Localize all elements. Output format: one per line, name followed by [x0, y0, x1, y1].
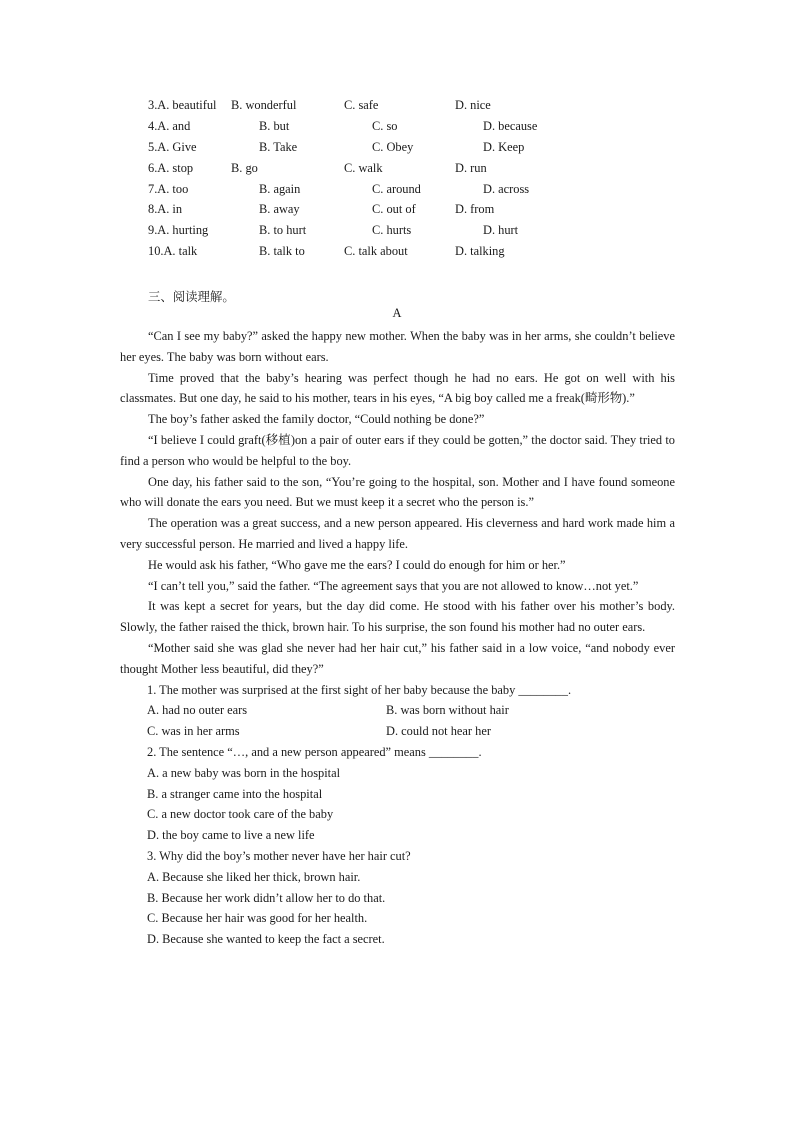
- option-d: D. hurt: [483, 223, 519, 237]
- passage-paragraph: He would ask his father, “Who gave me the ears? I could do enough for him or her.”: [148, 557, 566, 572]
- question-3-option-a: A. Because she liked her thick, brown hair.: [147, 869, 361, 884]
- option-row-7: [148, 182, 708, 202]
- option-d: D. across: [483, 182, 530, 196]
- reading-passage: [120, 326, 675, 950]
- option-row-6: [148, 161, 708, 181]
- passage-paragraph: One day, his father said to the son, “You’re going to the hospital, son. Mother and I have found someone who will donate the ears you need. But we must keep it a secret who the person is.”: [120, 474, 675, 510]
- question-3-stem: 3. Why did the boy’s mother never have her hair cut?: [147, 848, 411, 863]
- question-2-option-c: C. a new doctor took care of the baby: [147, 807, 334, 822]
- option-a: 3.A. beautiful: [148, 98, 217, 112]
- option-d: D. nice: [455, 98, 491, 112]
- question-1-options-row-2: [120, 721, 675, 742]
- option-a: 10.A. talk: [148, 244, 198, 258]
- passage-paragraph: The boy’s father asked the family doctor, “Could nothing be done?”: [148, 412, 485, 427]
- option-c: C. talk about: [344, 244, 408, 258]
- option-a: 8.A. in: [148, 202, 183, 216]
- option-c: C. around: [372, 182, 421, 196]
- option-b: B. again: [259, 182, 301, 196]
- question-1-option-a: A. had no outer ears: [147, 703, 248, 718]
- option-c: C. out of: [372, 202, 416, 216]
- option-d: D. from: [455, 202, 495, 216]
- option-b: B. but: [259, 119, 290, 133]
- question-3-option-d: D. Because she wanted to keep the fact a secret.: [147, 932, 385, 947]
- option-row-10: [148, 244, 708, 264]
- passage-paragraph: “Mother said she was glad she never had her hair cut,” his father said in a low voice, “and nobody ever thought Mother less beautiful, did they?”: [120, 640, 675, 676]
- option-row-8: [148, 202, 708, 222]
- option-d: D. Keep: [483, 140, 525, 154]
- option-a: 6.A. stop: [148, 161, 194, 175]
- question-2-option-d: D. the boy came to live a new life: [147, 828, 315, 843]
- question-2-option-a: A. a new baby was born in the hospital: [147, 765, 341, 780]
- option-row-5: [148, 140, 708, 160]
- option-b: B. Take: [259, 140, 298, 154]
- option-c: C. Obey: [372, 140, 414, 154]
- option-b: B. go: [231, 161, 258, 175]
- question-1-option-b: B. was born without hair: [386, 703, 509, 718]
- option-c: C. hurts: [372, 223, 412, 237]
- option-a: 9.A. hurting: [148, 223, 209, 237]
- passage-paragraph: “I can’t tell you,” said the father. “The agreement says that you are not allowed to know…not yet.”: [148, 578, 639, 593]
- question-2-stem: 2. The sentence “…, and a new person appeared” means ________.: [147, 744, 482, 759]
- passage-paragraph: Time proved that the baby’s hearing was perfect though he had no ears. He got on well with his classmates. But one day, he said to his mother, tears in his eyes, “A big boy called me a freak(畸形物).”: [120, 370, 675, 406]
- option-d: D. run: [455, 161, 487, 175]
- option-c: C. safe: [344, 98, 379, 112]
- option-b: B. away: [259, 202, 300, 216]
- passage-paragraph: “Can I see my baby?” asked the happy new mother. When the baby was in her arms, she couldn’t believe her eyes. The baby was born without ears.: [120, 329, 675, 364]
- option-row-4: [148, 119, 708, 139]
- section-title: 三、阅读理解。: [148, 290, 235, 304]
- option-d: D. because: [483, 119, 538, 133]
- option-a: 7.A. too: [148, 182, 189, 196]
- option-c: C. walk: [344, 161, 383, 175]
- question-1-stem: 1. The mother was surprised at the first sight of her baby because the baby ________.: [147, 682, 572, 697]
- question-1-option-c: C. was in her arms: [147, 724, 240, 739]
- option-b: B. talk to: [259, 244, 305, 258]
- question-2-option-b: B. a stranger came into the hospital: [147, 786, 323, 801]
- option-b: B. wonderful: [231, 98, 297, 112]
- passage-label: A: [392, 306, 402, 320]
- passage-paragraph: The operation was a great success, and a new person appeared. His cleverness and hard work made him a very successful person. He married and lived a happy life.: [120, 516, 675, 551]
- option-row-3: [148, 98, 708, 118]
- option-b: B. to hurt: [259, 223, 307, 237]
- question-3-option-b: B. Because her work didn’t allow her to do that.: [147, 890, 386, 905]
- option-a: 4.A. and: [148, 119, 191, 133]
- option-a: 5.A. Give: [148, 140, 197, 154]
- option-d: D. talking: [455, 244, 505, 258]
- question-3-option-c: C. Because her hair was good for her health.: [147, 911, 368, 926]
- option-row-9: [148, 223, 708, 243]
- passage-paragraph: It was kept a secret for years, but the day did come. He stood with his father over his mother’s body. Slowly, the father raised the thick, brown hair. To his surprise, the son found his mother had no outer ears.: [120, 599, 675, 635]
- question-1-options-row-1: [120, 700, 675, 721]
- passage-paragraph: “I believe I could graft(移植)on a pair of outer ears if they could be gotten,” the doctor said. They tried to find a person who would be helpful to the boy.: [120, 432, 675, 468]
- option-c: C. so: [372, 119, 398, 133]
- question-1-option-d: D. could not hear her: [386, 724, 491, 739]
